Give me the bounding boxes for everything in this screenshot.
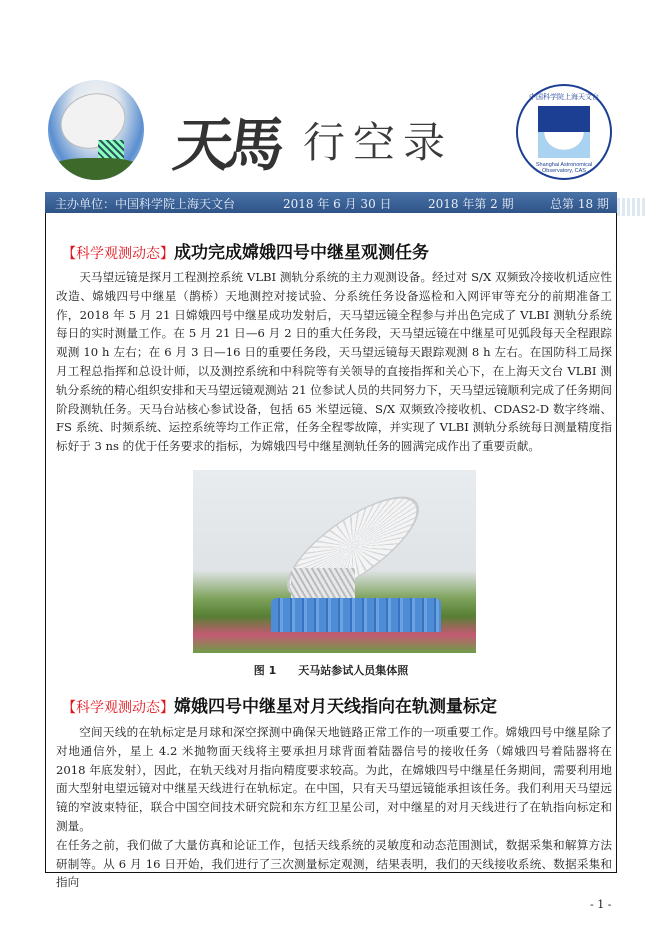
article-2-body <box>56 723 612 892</box>
observatory-logo <box>516 84 612 180</box>
logo-text-en: Shanghai Astronomical Observatory, CAS <box>535 162 593 174</box>
figure-caption-text: 天马站参试人员集体照 <box>298 664 409 677</box>
article-2-title: 嫦娥四号中继星对月天线指向在轨测量标定 <box>174 697 497 717</box>
article-1-heading <box>62 238 429 263</box>
paragraph: 在任务之前，我们做了大量仿真和论证工作，包括天线系统的灵敏度和动态范围测试，数据采集和解算方法研制等。从 6 月 16 日开始，我们进行了三次测量标定观测，结果表明，我们的天线接收系统、数据采集和指向 <box>56 837 612 890</box>
article-2-heading <box>62 692 497 717</box>
title-sub: 行空录 <box>303 118 454 167</box>
article-1-tag: 【科学观测动态】 <box>62 246 174 262</box>
title-main: 天馬 <box>169 111 284 179</box>
newsletter-title <box>169 100 454 180</box>
logo-text-cn: 中国科学院上海天文台 <box>529 93 599 101</box>
group-photo <box>193 470 476 653</box>
total-issue: 总第 18 期 <box>550 197 609 211</box>
publish-date: 2018 年 6 月 30 日 <box>283 197 392 211</box>
figure-caption <box>46 662 616 678</box>
content-box <box>45 213 617 890</box>
article-1-title: 成功完成嫦娥四号中继星观测任务 <box>174 243 429 263</box>
masthead <box>0 0 662 190</box>
radio-telescope-photo <box>48 80 144 180</box>
paragraph: 天马望远镜是探月工程测控系统 VLBI 测轨分系统的主力观测设备。经过对 S/X 双频致冷接收机适应性改造、嫦娥四号中继星（鹊桥）天地测控对接试验、分系统任务设备巡检和入网评审等充分的前期准备工作，2018 年 5 月 21 日嫦娥四号中继星成功发射后，天马望远镜全程参与并出色完成了 VLBI 测轨分系统每日的实时测量工作。在 5 月 21 日—6 月 2 日的重大任务段，天马望远镜在中继星可见弧段每天全程跟踪观测 10 h 左右；在 6 月 3 日—16 日的重要任务段，天马望远镜每天跟踪观测 8 h 左右。在国防科工局探月工程总指挥和总设计师，以及测控系统和中科院等有关领导的直接指挥和关心下，在上海天文台 VLBI 测轨分系统的精心组织安排和天马望远镜观测站 21 位参试人员的共同努力下，天马望远镜顺利完成了任务期间阶段测轨任务。天马台站核心参试设备，包括 65 米望远镜、S/X 双频致冷接收机、CDAS2-D 数字终端、FS 系统、时频系统、运控系统等均工作正常，任务全程零故障，并实现了 VLBI 测轨分系统每日测量精度指标好于 3 ns 的优于任务要求的指标，为嫦娥四号中继星测轨任务的圆满完成作出了重要贡献。 <box>56 270 612 454</box>
article-2-tag: 【科学观测动态】 <box>62 700 174 716</box>
page-number: - 1 - <box>590 898 612 911</box>
paragraph: 空间天线的在轨标定是月球和深空探测中确保天地链路正常工作的一项重要工作。嫦娥四号中继星除了对地通信外，星上 4.2 米抛物面天线将主要承担月球背面着陆器信号的接收任务（嫦娥四号着陆器将在 2018 年底发射），因此，在轨天线对月指向精度要求较高。为此，在嫦娥四号中继星任务期间，需要利用地面大型射电望远镜对中继星天线进行在轨标定。在中国，只有天马望远镜能承担该任务。我们利用天马望远镜的窄波束特征，联合中国空间技术研究院和东方红卫星公司，对中继星的对月天线进行了在轨指向标定和测量。 <box>56 725 612 833</box>
band-decoration <box>617 198 645 216</box>
sponsor: 主办单位：中国科学院上海天文台 <box>55 197 236 211</box>
issue-number: 2018 年第 2 期 <box>428 197 514 211</box>
article-1-body <box>56 268 612 456</box>
info-band <box>45 192 617 213</box>
figure-label: 图 1 <box>253 664 277 677</box>
